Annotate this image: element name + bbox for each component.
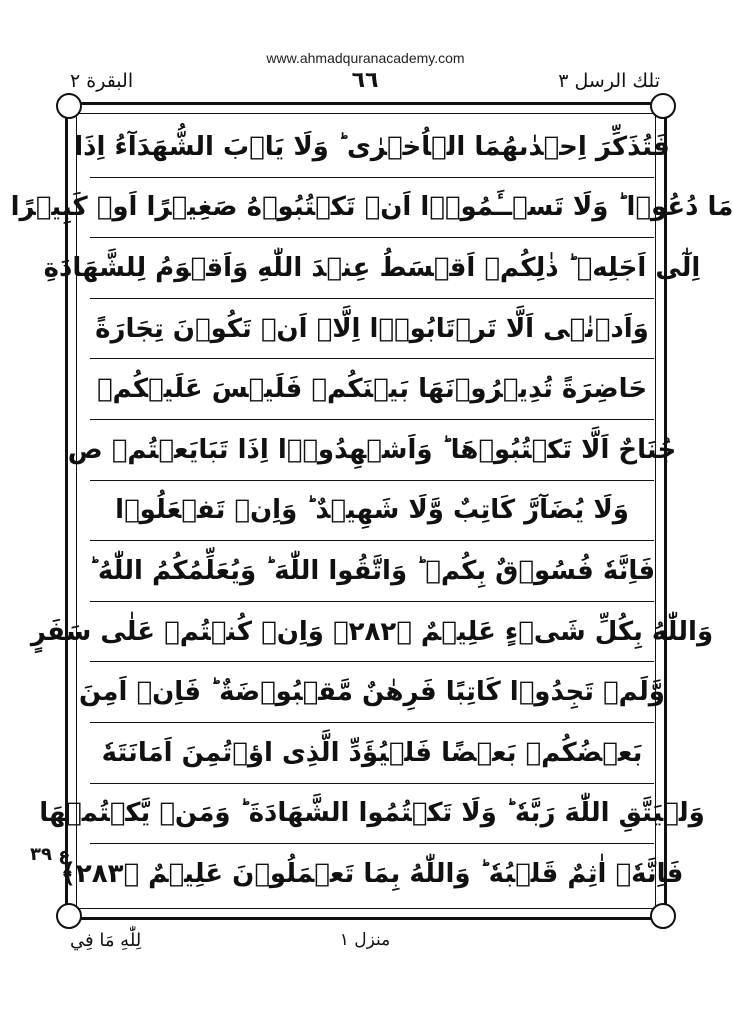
website-url: www.ahmadquranacademy.com	[266, 50, 465, 66]
surah-label: البقرة ٢	[70, 70, 134, 92]
ruku-marker: ع ٣٩	[30, 844, 71, 865]
corner-ornament-icon	[650, 93, 676, 119]
manzil-label: منزل ١	[339, 930, 391, 950]
text-line: مَا دُعُوۡا ؕ وَلَا تَسۡــَٔمُوۡۤا اَنۡ تَكۡتُبُوۡهُ صَغِيۡرًا اَوۡ كَبِيۡرًا	[90, 178, 654, 239]
text-line: فَتُذَكِّرَ اِحۡدٰىهُمَا الۡاُخۡرٰى ؕ وَلَا يَاۡبَ الشُّهَدَآءُ اِذَا	[90, 117, 654, 178]
text-line: وَاَدۡنٰۤى اَلَّا تَرۡتَابُوۡۤا اِلَّاۤ اَنۡ تَكُوۡنَ تِجَارَةً	[90, 299, 654, 360]
text-line: وَّلَمۡ تَجِدُوۡا كَاتِبًا فَرِهٰنٌ مَّقۡبُوۡضَةٌ ؕ فَاِنۡ اَمِنَ	[90, 662, 654, 723]
text-line: فَاِنَّهٗۤ اٰثِمٌ قَلۡبُهٗ ؕ وَاللّٰهُ بِمَا تَعۡمَلُوۡنَ عَلِيۡمٌ ﴿٢٨٣﴾	[60, 859, 684, 890]
corner-ornament-icon	[56, 903, 82, 929]
text-line: حَاضِرَةً تُدِيۡرُوۡنَهَا بَيۡنَكُمۡ فَلَيۡسَ عَلَيۡكُمۡ	[90, 359, 654, 420]
page-number: ٦٦	[351, 68, 379, 93]
text-line: جُنَاحٌ اَلَّا تَكۡتُبُوۡهَا ؕ وَاَشۡهِدُوۡۤا اِذَا تَبَايَعۡتُمۡ ص	[90, 420, 654, 481]
page-header	[70, 70, 660, 98]
juz-label: تلك الرسل ٣	[558, 70, 660, 92]
page-footer	[70, 930, 660, 954]
text-line: اِلٰٓى اَجَلِهٖ ؕ ذٰلِكُمۡ اَقۡسَطُ عِنۡدَ اللّٰهِ وَاَقۡوَمُ لِلشَّهَادَةِ	[90, 238, 654, 299]
corner-ornament-icon	[650, 903, 676, 929]
text-line: وَلَا يُضَآرَّ كَاتِبٌ وَّلَا شَهِيۡدٌ ؕ وَاِنۡ تَفۡعَلُوۡا	[90, 481, 654, 542]
text-line: فَاِنَّهٗ فُسُوۡقٌ بِكُمۡ ؕ وَاتَّقُوا اللّٰهَ ؕ وَيُعَلِّمُكُمُ اللّٰهُ ؕ	[90, 541, 654, 602]
corner-ornament-icon	[56, 93, 82, 119]
footer-left-label: لِلّٰهِ مَا فِي	[70, 930, 142, 951]
text-line: وَلۡيَتَّقِ اللّٰهَ رَبَّهٗ ؕ وَلَا تَكۡتُمُوا الشَّهَادَةَ ؕ وَمَنۡ يَّكۡتُمۡهَا	[90, 784, 654, 845]
text-line: بَعۡضُكُمۡ بَعۡضًا فَلۡيُؤَدِّ الَّذِى اؤۡتُمِنَ اَمَانَتَهٗ	[90, 723, 654, 784]
text-line: وَاللّٰهُ بِكُلِّ شَىۡءٍ عَلِيۡمٌ ﴿٢٨٢﴾ وَاِنۡ كُنۡتُمۡ عَلٰى سَفَرٍ	[90, 602, 654, 663]
